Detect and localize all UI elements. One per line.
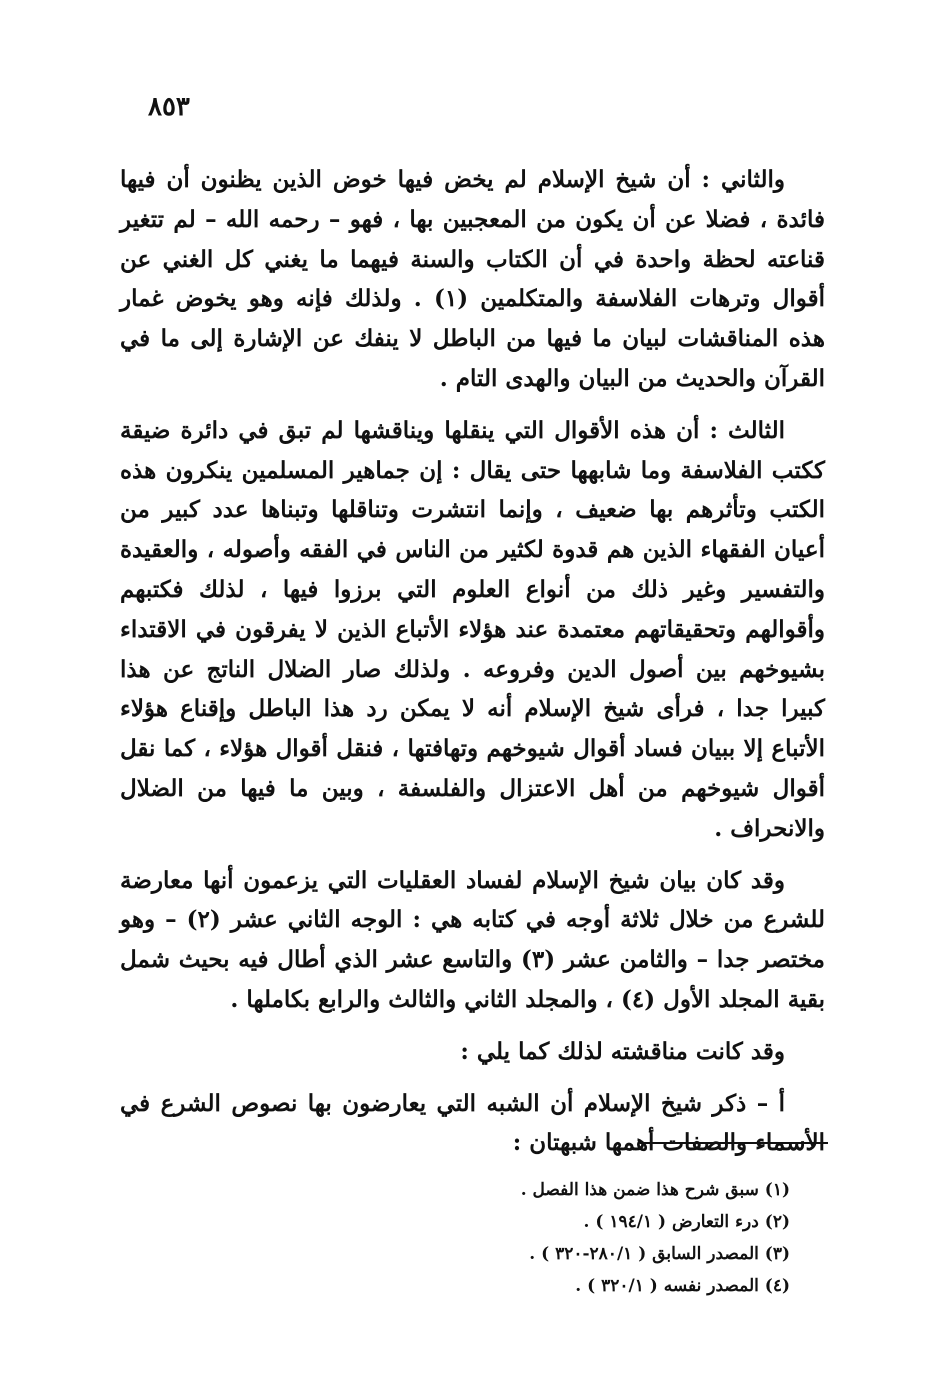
main-text <box>120 160 825 1175</box>
paragraph-point-a: أ – ذكر شيخ الإسلام أن الشبه التي يعارضون بها نصوص الشرع في الأسماء والصفات أهمها شبهتان : <box>120 1089 825 1157</box>
paragraph-second-point: والثاني : أن شيخ الإسلام لم يخض فيها خوض الذين يظنون أن فيها فائدة ، فضلا عن أن يكون من المعجبين بها ، فهو – رحمه الله – لم تتغير قناعته لحظة واحدة في أن الكتاب والسنة فيهما ما يغني كل الغني عن أقوال وترهات الفلاسفة والمتكلمين (١) . ولذلك فإنه وهو يخوض غمار هذه المناقشات لبيان ما فيها من الباطل لا ينفك عن الإشارة إلى ما في القرآن والحديث من البيان والهدى التام . <box>120 166 825 392</box>
footnote-divider <box>640 1142 828 1144</box>
footnote-1: (١) سبق شرح هذا ضمن هذا الفصل . <box>520 1180 790 1200</box>
footnote-2: (٢) درء التعارض ( ١٩٤/١ ) . <box>583 1212 790 1232</box>
paragraph-third-point: الثالث : أن هذه الأقوال التي ينقلها ويناقشها لم تبق في دائرة ضيقة ككتب الفلاسفة وما شابهها حتى يقال : إن جماهير المسلمين ينكرون هذه الكتب وتأثرهم بها ضعيف ، وإنما انتشرت وتناقلها وتبناها عدد كبير من أعيان الفقهاء الذين هم قدوة لكثير من الناس في الفقه وأصوله ، والعقيدة والتفسير وغير ذلك من أنواع العلوم التي برزوا فيها ، لذلك فكتبهم وأقوالهم وتحقيقاتهم معتمدة عند هؤلاء الأتباع الذين لا يفرقون في الاقتداء بشيوخهم بين أصول الدين وفروعه . ولذلك صار الضلال الناتج عن هذا كبيرا جدا ، فرأى شيخ الإسلام أنه لا يمكن رد هذا الباطل وإقناع هؤلاء الأتباع إلا ببيان فساد أقوال شيوخهم وتهافتها ، فنقل أقوال هؤلاء ، كما نقل أقوال شيوخهم من أهل الاعتزال والفلسفة ، وبين ما فيها من الضلال والانحراف . <box>120 416 825 842</box>
footnotes <box>360 1174 790 1302</box>
paragraph-discussion-intro: وقد كانت مناقشته لذلك كما يلي : <box>460 1037 785 1065</box>
paragraph-refutation-aspects: وقد كان بيان شيخ الإسلام لفساد العقليات التي يزعمون أنها معارضة للشرع من خلال ثلاثة أوجه في كتابه هي : الوجه الثاني عشر (٢) – وهو مختصر جدا – والثامن عشر (٣) والتاسع عشر الذي أطال فيه بحيث شمل بقية المجلد الأول (٤) ، والمجلد الثاني والثالث والرابع بكاملها . <box>120 866 826 1013</box>
page-number: ٨٥٣ <box>148 92 190 122</box>
footnote-4: (٤) المصدر نفسه ( ٣٢٠/١ ) . <box>575 1276 790 1296</box>
footnote-3: (٣) المصدر السابق ( ٢٨٠/١-٣٢٠ ) . <box>529 1244 790 1264</box>
